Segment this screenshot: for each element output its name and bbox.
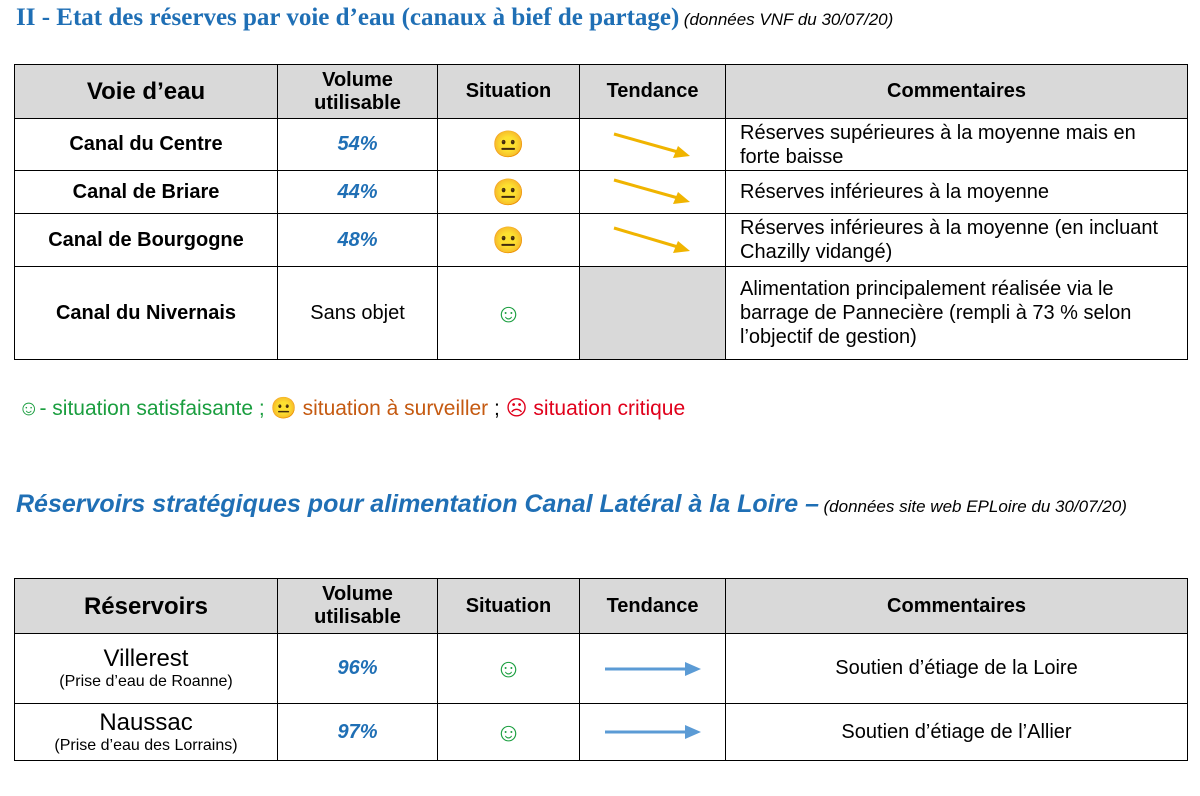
smiling-face-icon: ☺ [438,634,580,704]
section2-source-note: (données site web EPLoire du 30/07/20) [823,497,1127,516]
header-trend: Tendance [580,65,726,119]
trend-cell [580,704,726,761]
section2-heading [16,490,1166,520]
arrow-down-right-icon [610,125,696,165]
header-volume: Volume utilisable [278,579,438,634]
header-trend: Tendance [580,579,726,634]
volume-value: 97% [278,704,438,761]
reservoir-subname: (Prise d’eau de Roanne) [59,673,233,690]
table-row [15,214,1188,267]
trend-cell [580,214,726,267]
comment-text: Soutien d’étiage de l’Allier [726,704,1188,761]
trend-cell-empty [580,267,726,360]
section1-title: II - Etat des réserves par voie d’eau (canaux à bief de partage) [16,4,680,31]
header-situation: Situation [438,65,580,119]
waterway-reserves-table [14,64,1188,360]
table-row [15,634,1188,704]
arrow-down-right-icon [610,174,696,210]
waterway-name: Canal de Bourgogne [15,214,278,267]
table-row [15,171,1188,214]
neutral-face-icon: 😐 [438,119,580,171]
waterway-name: Canal de Briare [15,171,278,214]
volume-value: 54% [278,119,438,171]
table-row [15,704,1188,761]
reservoir-subname: (Prise d’eau des Lorrains) [54,736,238,754]
header-volume: Volume utilisable [278,65,438,119]
comment-text: Réserves supérieures à la moyenne mais en forte baisse [726,119,1188,171]
arrow-right-icon [603,722,703,742]
header-situation: Situation [438,579,580,634]
situation-legend [18,396,685,421]
header-reservoirs: Réservoirs [15,579,278,634]
legend-ok-text: - situation satisfaisante ; [39,397,265,420]
comment-text: Soutien d’étiage de la Loire [726,634,1188,704]
table-row [15,119,1188,171]
section2-title: Réservoirs stratégiques pour alimentation Canal Latéral à la Loire – [16,490,820,518]
section1-source-note: (données VNF du 30/07/20) [683,10,894,29]
volume-value: 96% [278,634,438,704]
neutral-face-icon: 😐 [438,171,580,214]
comment-text: Alimentation principalement réalisée via le barrage de Pannecière (rempli à 73 % selon l’objectif de gestion) [726,267,1188,360]
smiling-face-icon: ☺ [438,267,580,360]
arrow-down-right-icon [610,220,696,260]
neutral-face-icon: 😐 [270,397,297,420]
reservoirs-table [14,578,1188,761]
comment-text: Réserves inférieures à la moyenne (en incluant Chazilly vidangé) [726,214,1188,267]
waterway-name: Canal du Centre [15,119,278,171]
neutral-face-icon: 😐 [438,214,580,267]
legend-bad-text: situation critique [527,397,686,420]
table-header-row [15,65,1188,119]
table-row [15,267,1188,360]
volume-value: 44% [278,171,438,214]
waterway-name: Canal du Nivernais [15,267,278,360]
header-comments: Commentaires [726,65,1188,119]
legend-separator: ; [488,397,506,420]
section1-heading [16,4,893,32]
smiling-face-icon: ☺ [18,397,40,420]
trend-cell [580,119,726,171]
table-header-row [15,579,1188,634]
reservoir-cell [15,634,278,704]
trend-cell [580,634,726,704]
reservoir-cell [15,704,278,761]
comment-text: Réserves inférieures à la moyenne [726,171,1188,214]
volume-value: 48% [278,214,438,267]
header-waterway: Voie d’eau [15,65,278,119]
frowning-face-icon: ☹ [505,397,528,420]
arrow-right-icon [603,659,703,679]
trend-cell [580,171,726,214]
reservoir-name: Villerest [103,645,189,672]
header-comments: Commentaires [726,579,1188,634]
smiling-face-icon: ☺ [438,704,580,761]
volume-value: Sans objet [278,267,438,360]
legend-warn-text: situation à surveiller [296,397,489,420]
reservoir-name: Naussac [99,708,193,736]
